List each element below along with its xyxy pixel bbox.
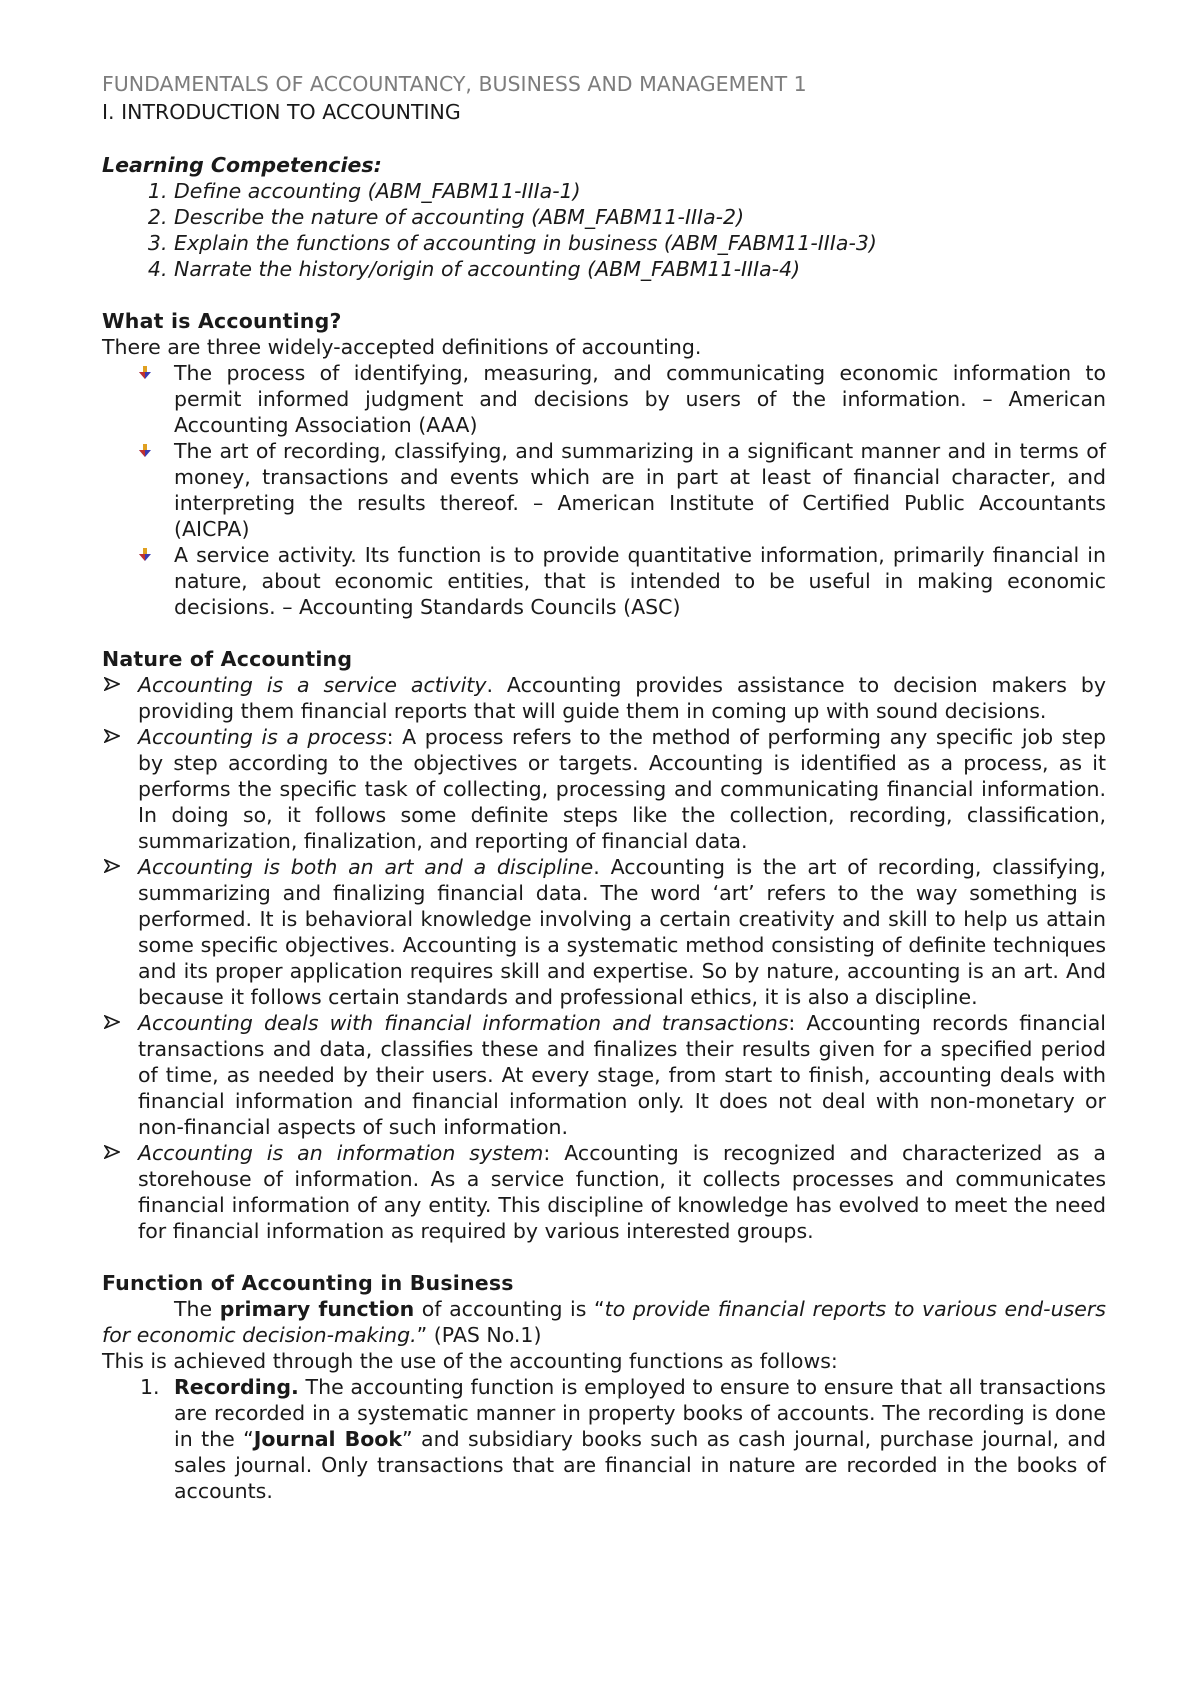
nature-item: Accounting is a service activity. Accounting provides assistance to decision makers by providing them financial reports that will guide them in coming up with sound decisions.: [102, 672, 1106, 724]
definitions-list: [102, 360, 1106, 620]
functions-list: [102, 1374, 1106, 1504]
arrowhead-bullet-icon: [102, 1010, 126, 1036]
course-title: FUNDAMENTALS OF ACCOUNTANCY, BUSINESS AND MANAGEMENT 1: [102, 72, 807, 96]
nature-heading: Nature of Accounting: [102, 647, 353, 671]
arrowhead-bullet-icon: [102, 724, 126, 750]
nature-item: Accounting deals with financial information and transactions: Accounting records financial transactions and data, classifies these and finalizes their results given for a specified period of time, as needed by their users. At every stage, from start to finish, accounting deals with financial information and financial information only. It does not deal with non-monetary or non-financial aspects of such information.: [102, 1010, 1106, 1140]
arrow-down-bullet-icon: [138, 366, 152, 380]
primary-function-paragraph: The primary function of accounting is “to provide financial reports to various end-users for economic decision-making.” (PAS No.1): [102, 1297, 1106, 1347]
competency-item: 2. Describe the nature of accounting (ABM_FABM11-IIIa-2): [174, 204, 1106, 230]
function-item: 1. Recording. The accounting function is employed to ensure to ensure that all transactions are recorded in a systematic manner in property books of accounts. The recording is done in the “Journal Book” and subsidiary books such as cash journal, purchase journal, and sales journal. Only transactions that are financial in nature are recorded in the books of accounts.: [140, 1375, 1107, 1503]
nature-list: [102, 672, 1106, 1244]
competencies-list: [102, 178, 1106, 282]
competency-item: 1. Define accounting (ABM_FABM11-IIIa-1): [174, 178, 1106, 204]
arrowhead-bullet-icon: [102, 854, 126, 880]
definition-item: A service activity. Its function is to provide quantitative information, primarily financial in nature, about economic entities, that is intended to be useful in making economic decisions. – Accounting Standards Councils (ASC): [102, 542, 1106, 620]
nature-item: Accounting is a process: A process refers to the method of performing any specific job step by step according to the objectives or targets. Accounting is identified as a process, as it performs the specific task of collecting, processing and communicating financial information. In doing so, it follows some definite steps like the collection, recording, classification, summarization, finalization, and reporting of financial data.: [102, 724, 1106, 854]
what-is-intro: There are three widely-accepted definitions of accounting.: [102, 335, 702, 359]
arrowhead-bullet-icon: [102, 1140, 126, 1166]
competencies-heading: Learning Competencies:: [102, 153, 382, 177]
what-is-heading: What is Accounting?: [102, 309, 342, 333]
competency-item: 3. Explain the functions of accounting in business (ABM_FABM11-IIIa-3): [174, 230, 1106, 256]
functions-intro: This is achieved through the use of the accounting functions as follows:: [102, 1349, 838, 1373]
functions-heading: Function of Accounting in Business: [102, 1271, 514, 1295]
arrow-down-bullet-icon: [138, 548, 152, 562]
nature-item: Accounting is both an art and a discipline. Accounting is the art of recording, classifying, summarizing and finalizing financial data. The word ‘art’ refers to the way something is performed. It is behavioral knowledge involving a certain creativity and skill to help us attain some specific objectives. Accounting is a systematic method consisting of definite techniques and its proper application requires skill and expertise. So by nature, accounting is an art. And because it follows certain standards and professional ethics, it is also a discipline.: [102, 854, 1106, 1010]
arrowhead-bullet-icon: [102, 672, 126, 698]
document-page: [102, 70, 1106, 1504]
definition-item: The art of recording, classifying, and summarizing in a significant manner and in terms of money, transactions and events which are in part at least of financial character, and interpreting the results thereof. – American Institute of Certified Public Accountants (AICPA): [102, 438, 1106, 542]
definition-item: The process of identifying, measuring, and communicating economic information to permit informed judgment and decisions by users of the information. – American Accounting Association (AAA): [102, 360, 1106, 438]
competency-item: 4. Narrate the history/origin of accounting (ABM_FABM11-IIIa-4): [174, 256, 1106, 282]
nature-item: Accounting is an information system: Accounting is recognized and characterized as a storehouse of information. As a service function, it collects processes and communicates financial information of any entity. This discipline of knowledge has evolved to meet the need for financial information as required by various interested groups.: [102, 1140, 1106, 1244]
arrow-down-bullet-icon: [138, 444, 152, 458]
unit-title: I. INTRODUCTION TO ACCOUNTING: [102, 100, 461, 124]
